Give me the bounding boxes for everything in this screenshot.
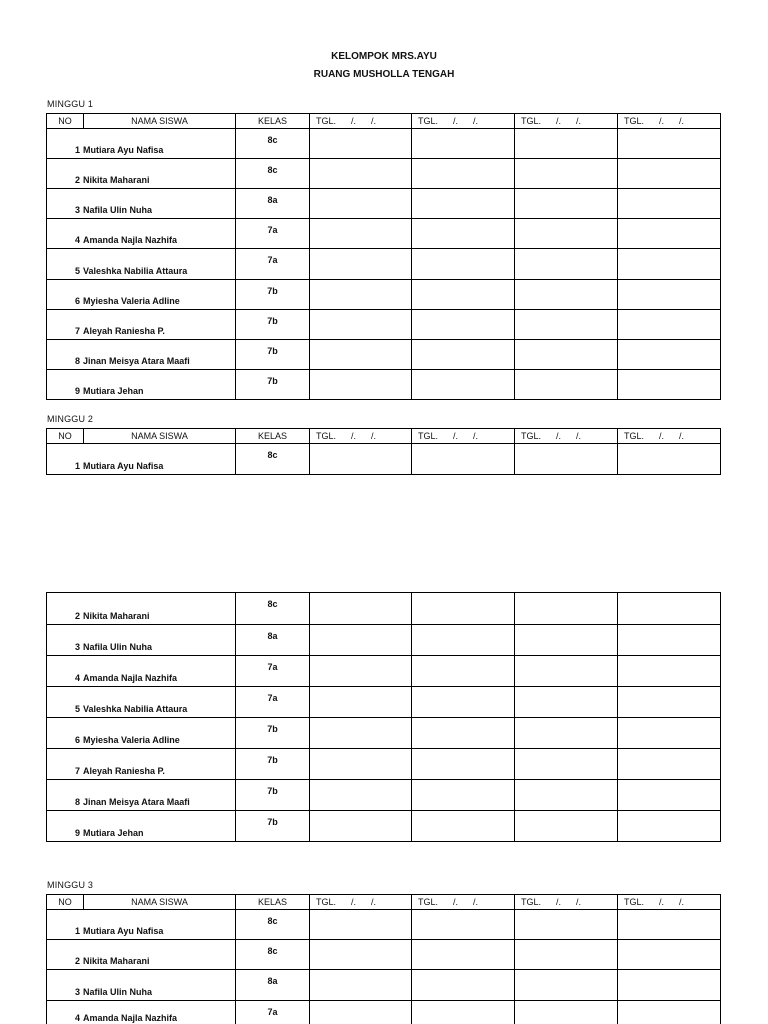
attendance-date-cell <box>309 624 411 655</box>
header-date-label: TGL. /. /. <box>316 897 377 907</box>
student-name-cell <box>83 218 235 248</box>
attendance-date-cell <box>617 939 721 969</box>
student-row <box>46 592 721 624</box>
attendance-date-cell <box>617 369 721 400</box>
student-class-cell <box>235 158 309 188</box>
student-number-cell <box>46 748 83 779</box>
student-row <box>46 443 721 475</box>
attendance-date-cell <box>411 939 514 969</box>
student-number-cell <box>46 686 83 717</box>
header-date-cell <box>617 113 721 128</box>
student-name: Mutiara Ayu Nafisa <box>83 926 164 936</box>
header-date-label: TGL. /. /. <box>521 897 582 907</box>
student-row <box>46 686 721 717</box>
attendance-date-cell <box>411 218 514 248</box>
student-class-cell <box>235 655 309 686</box>
attendance-date-cell <box>514 339 617 369</box>
header-date-label: TGL. /. /. <box>418 116 479 126</box>
student-class: 7a <box>267 225 278 235</box>
student-class: 7a <box>267 662 278 672</box>
header-date-label: TGL. /. /. <box>521 116 582 126</box>
student-name-cell <box>83 717 235 748</box>
header-date-label: TGL. /. /. <box>316 116 377 126</box>
student-class-cell <box>235 1000 309 1024</box>
attendance-date-cell <box>514 279 617 309</box>
attendance-date-cell <box>514 369 617 400</box>
attendance-date-cell <box>309 748 411 779</box>
attendance-date-cell <box>514 939 617 969</box>
student-name-cell <box>83 248 235 279</box>
student-number-cell <box>46 248 83 279</box>
student-number-cell <box>46 309 83 339</box>
student-name: Jinan Meisya Atara Maafi <box>83 356 190 366</box>
student-number-cell <box>46 969 83 1000</box>
student-name-cell <box>83 909 235 939</box>
student-number-cell <box>46 443 83 475</box>
student-row <box>46 810 721 842</box>
attendance-date-cell <box>411 309 514 339</box>
attendance-date-cell <box>309 339 411 369</box>
student-row <box>46 655 721 686</box>
attendance-date-cell <box>309 188 411 218</box>
sheet-subtitle: RUANG MUSHOLLA TENGAH <box>313 69 455 80</box>
student-class: 7b <box>267 817 278 827</box>
header-date-cell <box>411 894 514 909</box>
student-name-cell <box>83 158 235 188</box>
attendance-date-cell <box>617 909 721 939</box>
week-label: MINGGU 3 <box>47 880 94 890</box>
attendance-date-cell <box>309 717 411 748</box>
student-class: 7b <box>267 286 278 296</box>
attendance-date-cell <box>514 218 617 248</box>
student-name: Amanda Najla Nazhifa <box>83 1013 178 1023</box>
student-number: 3 <box>74 987 80 997</box>
student-name-cell <box>83 279 235 309</box>
attendance-date-cell <box>411 369 514 400</box>
student-name: Aleyah Raniesha P. <box>83 766 165 776</box>
student-class-cell <box>235 779 309 810</box>
student-number-cell <box>46 779 83 810</box>
attendance-date-cell <box>617 969 721 1000</box>
attendance-date-cell <box>411 748 514 779</box>
student-number-cell <box>46 218 83 248</box>
student-row <box>46 779 721 810</box>
attendance-date-cell <box>617 218 721 248</box>
student-class: 8c <box>267 450 278 460</box>
student-name-cell <box>83 128 235 158</box>
header-class-label: KELAS <box>257 116 288 126</box>
header-date-cell <box>411 113 514 128</box>
student-number: 3 <box>74 642 80 652</box>
attendance-date-cell <box>514 969 617 1000</box>
attendance-date-cell <box>411 1000 514 1024</box>
student-number: 6 <box>74 735 80 745</box>
header-date-label: TGL. /. /. <box>418 431 479 441</box>
student-number: 1 <box>74 461 80 471</box>
header-class-cell <box>235 894 309 909</box>
attendance-date-cell <box>309 309 411 339</box>
student-number-cell <box>46 339 83 369</box>
student-name-cell <box>83 188 235 218</box>
student-name: Nikita Maharani <box>83 956 150 966</box>
student-name: Nafila Ulin Nuha <box>83 987 153 997</box>
student-row <box>46 969 721 1000</box>
table-header-row <box>46 894 721 909</box>
student-number: 4 <box>74 235 80 245</box>
sheet-title: KELOMPOK MRS.AYU <box>331 51 437 62</box>
header-name-cell <box>83 113 235 128</box>
attendance-date-cell <box>411 279 514 309</box>
student-class-cell <box>235 128 309 158</box>
student-class-cell <box>235 309 309 339</box>
student-row <box>46 717 721 748</box>
student-class: 7b <box>267 376 278 386</box>
student-number-cell <box>46 158 83 188</box>
student-row <box>46 158 721 188</box>
student-number: 8 <box>74 797 80 807</box>
student-number-cell <box>46 369 83 400</box>
attendance-date-cell <box>411 810 514 842</box>
attendance-date-cell <box>514 655 617 686</box>
attendance-date-cell <box>411 655 514 686</box>
attendance-date-cell <box>617 309 721 339</box>
student-name: Nikita Maharani <box>83 175 150 185</box>
student-name: Mutiara Ayu Nafisa <box>83 461 164 471</box>
student-class-cell <box>235 369 309 400</box>
student-name-cell <box>83 686 235 717</box>
student-number-cell <box>46 909 83 939</box>
student-name: Mutiara Ayu Nafisa <box>83 145 164 155</box>
attendance-date-cell <box>617 339 721 369</box>
attendance-date-cell <box>617 279 721 309</box>
student-number: 5 <box>74 266 80 276</box>
student-class: 8a <box>267 631 278 641</box>
attendance-date-cell <box>411 969 514 1000</box>
attendance-date-cell <box>617 443 721 475</box>
student-class-cell <box>235 909 309 939</box>
attendance-date-cell <box>411 158 514 188</box>
attendance-date-cell <box>514 158 617 188</box>
student-row <box>46 624 721 655</box>
attendance-date-cell <box>617 128 721 158</box>
student-class: 7a <box>267 693 278 703</box>
student-number-cell <box>46 128 83 158</box>
attendance-date-cell <box>411 624 514 655</box>
header-no-cell <box>46 894 83 909</box>
attendance-date-cell <box>514 717 617 748</box>
attendance-date-cell <box>617 624 721 655</box>
student-class-cell <box>235 686 309 717</box>
student-class: 8c <box>267 165 278 175</box>
student-number: 1 <box>74 145 80 155</box>
student-name-cell <box>83 339 235 369</box>
student-number: 4 <box>74 673 80 683</box>
student-number: 3 <box>74 205 80 215</box>
header-no-cell <box>46 428 83 443</box>
student-name-cell <box>83 624 235 655</box>
student-row <box>46 218 721 248</box>
header-class-cell <box>235 113 309 128</box>
student-class-cell <box>235 279 309 309</box>
student-name-cell <box>83 939 235 969</box>
attendance-date-cell <box>514 128 617 158</box>
student-class: 8c <box>267 599 278 609</box>
student-name-cell <box>83 592 235 624</box>
header-name-label: NAMA SISWA <box>131 116 188 126</box>
attendance-date-cell <box>617 779 721 810</box>
student-row <box>46 128 721 158</box>
attendance-date-cell <box>514 686 617 717</box>
student-name: Valeshka Nabilia Attaura <box>83 266 188 276</box>
student-number-cell <box>46 1000 83 1024</box>
student-name: Amanda Najla Nazhifa <box>83 235 178 245</box>
attendance-date-cell <box>309 810 411 842</box>
attendance-date-cell <box>309 686 411 717</box>
header-date-cell <box>309 894 411 909</box>
header-date-cell <box>514 428 617 443</box>
attendance-date-cell <box>309 128 411 158</box>
student-name: Valeshka Nabilia Attaura <box>83 704 188 714</box>
student-name: Myiesha Valeria Adline <box>83 735 180 745</box>
header-date-label: TGL. /. /. <box>316 431 377 441</box>
student-row <box>46 309 721 339</box>
student-name: Nafila Ulin Nuha <box>83 642 153 652</box>
student-name-cell <box>83 369 235 400</box>
student-class-cell <box>235 248 309 279</box>
student-number: 9 <box>74 386 80 396</box>
attendance-date-cell <box>309 939 411 969</box>
attendance-date-cell <box>514 1000 617 1024</box>
attendance-date-cell <box>411 592 514 624</box>
student-name: Myiesha Valeria Adline <box>83 296 180 306</box>
student-name: Amanda Najla Nazhifa <box>83 673 178 683</box>
attendance-date-cell <box>411 779 514 810</box>
attendance-date-cell <box>617 686 721 717</box>
attendance-date-cell <box>514 779 617 810</box>
header-no-label: NO <box>58 116 72 126</box>
student-number-cell <box>46 279 83 309</box>
header-date-label: TGL. /. /. <box>521 431 582 441</box>
student-row <box>46 369 721 400</box>
header-date-cell <box>514 113 617 128</box>
attendance-date-cell <box>411 686 514 717</box>
header-date-label: TGL. /. /. <box>624 431 685 441</box>
attendance-date-cell <box>617 655 721 686</box>
header-no-cell <box>46 113 83 128</box>
attendance-date-cell <box>309 592 411 624</box>
header-class-label: KELAS <box>257 897 288 907</box>
student-row <box>46 279 721 309</box>
header-date-cell <box>411 428 514 443</box>
attendance-date-cell <box>514 592 617 624</box>
attendance-date-cell <box>617 592 721 624</box>
student-number-cell <box>46 810 83 842</box>
attendance-date-cell <box>309 369 411 400</box>
student-row <box>46 1000 721 1024</box>
student-row <box>46 248 721 279</box>
table-header-row <box>46 113 721 128</box>
header-date-cell <box>309 113 411 128</box>
student-class-cell <box>235 939 309 969</box>
student-number: 5 <box>74 704 80 714</box>
student-name: Mutiara Jehan <box>83 828 144 838</box>
attendance-date-cell <box>411 717 514 748</box>
student-name-cell <box>83 1000 235 1024</box>
student-class: 8c <box>267 135 278 145</box>
student-name-cell <box>83 309 235 339</box>
header-date-cell <box>514 894 617 909</box>
attendance-date-cell <box>411 339 514 369</box>
header-name-cell <box>83 894 235 909</box>
student-number: 6 <box>74 296 80 306</box>
attendance-date-cell <box>309 218 411 248</box>
student-row <box>46 748 721 779</box>
student-number: 4 <box>74 1013 80 1023</box>
student-class-cell <box>235 810 309 842</box>
student-class: 7a <box>267 255 278 265</box>
attendance-date-cell <box>309 248 411 279</box>
header-name-label: NAMA SISWA <box>131 897 188 907</box>
attendance-date-cell <box>514 748 617 779</box>
student-class-cell <box>235 339 309 369</box>
student-number-cell <box>46 188 83 218</box>
attendance-date-cell <box>411 128 514 158</box>
attendance-date-cell <box>514 443 617 475</box>
attendance-date-cell <box>411 248 514 279</box>
attendance-date-cell <box>309 909 411 939</box>
student-name: Nafila Ulin Nuha <box>83 205 153 215</box>
student-name: Jinan Meisya Atara Maafi <box>83 797 190 807</box>
header-date-cell <box>617 894 721 909</box>
header-class-label: KELAS <box>257 431 288 441</box>
student-number-cell <box>46 592 83 624</box>
header-no-label: NO <box>58 897 72 907</box>
attendance-date-cell <box>309 655 411 686</box>
week-label: MINGGU 1 <box>47 99 94 109</box>
student-class: 8c <box>267 916 278 926</box>
attendance-date-cell <box>514 309 617 339</box>
header-name-cell <box>83 428 235 443</box>
header-date-label: TGL. /. /. <box>624 116 685 126</box>
week-label: MINGGU 2 <box>47 414 94 424</box>
student-name: Nikita Maharani <box>83 611 150 621</box>
header-name-label: NAMA SISWA <box>131 431 188 441</box>
student-class-cell <box>235 188 309 218</box>
student-class-cell <box>235 748 309 779</box>
student-name-cell <box>83 443 235 475</box>
attendance-date-cell <box>514 909 617 939</box>
student-number: 7 <box>74 766 80 776</box>
student-class: 8c <box>267 946 278 956</box>
attendance-date-cell <box>309 279 411 309</box>
student-number: 8 <box>74 356 80 366</box>
student-class-cell <box>235 624 309 655</box>
student-number-cell <box>46 624 83 655</box>
student-name-cell <box>83 779 235 810</box>
student-name-cell <box>83 810 235 842</box>
attendance-date-cell <box>309 158 411 188</box>
student-class: 7b <box>267 724 278 734</box>
student-number: 7 <box>74 326 80 336</box>
attendance-date-cell <box>617 248 721 279</box>
student-row <box>46 188 721 218</box>
attendance-date-cell <box>514 188 617 218</box>
student-name-cell <box>83 655 235 686</box>
student-name-cell <box>83 969 235 1000</box>
student-number: 1 <box>74 926 80 936</box>
student-name-cell <box>83 748 235 779</box>
header-date-cell <box>309 428 411 443</box>
header-no-label: NO <box>58 431 72 441</box>
attendance-date-cell <box>514 248 617 279</box>
student-class: 7b <box>267 755 278 765</box>
student-class: 7a <box>267 1007 278 1017</box>
student-row <box>46 339 721 369</box>
attendance-date-cell <box>411 443 514 475</box>
student-number-cell <box>46 939 83 969</box>
attendance-date-cell <box>411 909 514 939</box>
attendance-date-cell <box>309 1000 411 1024</box>
student-class: 7b <box>267 786 278 796</box>
header-date-label: TGL. /. /. <box>418 897 479 907</box>
student-name: Aleyah Raniesha P. <box>83 326 165 336</box>
attendance-date-cell <box>309 969 411 1000</box>
student-number-cell <box>46 717 83 748</box>
student-row <box>46 909 721 939</box>
table-header-row <box>46 428 721 443</box>
attendance-date-cell <box>309 443 411 475</box>
student-name: Mutiara Jehan <box>83 386 144 396</box>
attendance-date-cell <box>617 810 721 842</box>
student-class: 8a <box>267 195 278 205</box>
student-row <box>46 939 721 969</box>
student-class-cell <box>235 717 309 748</box>
student-class: 8a <box>267 976 278 986</box>
attendance-date-cell <box>514 810 617 842</box>
student-number: 9 <box>74 828 80 838</box>
attendance-date-cell <box>411 188 514 218</box>
student-number: 2 <box>74 956 80 966</box>
student-number: 2 <box>74 611 80 621</box>
attendance-date-cell <box>617 158 721 188</box>
attendance-date-cell <box>617 1000 721 1024</box>
student-class-cell <box>235 592 309 624</box>
header-date-cell <box>617 428 721 443</box>
student-class-cell <box>235 969 309 1000</box>
student-class: 7b <box>267 346 278 356</box>
student-number-cell <box>46 655 83 686</box>
attendance-date-cell <box>617 188 721 218</box>
attendance-date-cell <box>617 748 721 779</box>
header-date-label: TGL. /. /. <box>624 897 685 907</box>
student-class-cell <box>235 218 309 248</box>
attendance-date-cell <box>514 624 617 655</box>
student-class-cell <box>235 443 309 475</box>
student-class: 7b <box>267 316 278 326</box>
attendance-date-cell <box>309 779 411 810</box>
header-class-cell <box>235 428 309 443</box>
student-number: 2 <box>74 175 80 185</box>
attendance-date-cell <box>617 717 721 748</box>
